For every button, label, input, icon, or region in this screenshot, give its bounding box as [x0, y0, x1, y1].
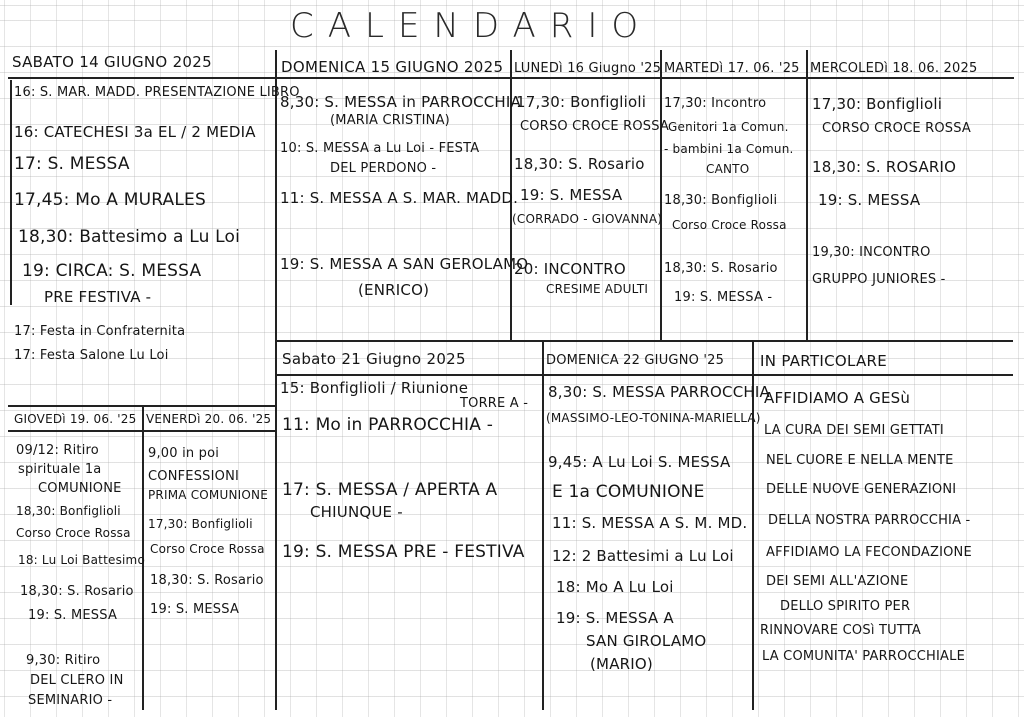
event: 17,30: Bonfiglioli	[812, 95, 943, 113]
day-header: DOMENICA 22 GIUGNO '25	[546, 353, 725, 368]
event: Corso Croce Rossa	[150, 542, 265, 556]
event: Corso Croce Rossa	[16, 526, 131, 540]
event: 17: Festa Salone Lu Loi	[14, 348, 169, 363]
event: 18,30: Bonfiglioli	[16, 504, 121, 518]
event: 17,30: Bonfiglioli	[148, 517, 253, 531]
divider	[10, 80, 12, 305]
event: 11: Mo in PARROCCHIA -	[282, 415, 494, 435]
note-line: NEL CUORE E NELLA MENTE	[766, 453, 954, 468]
divider	[275, 340, 1013, 342]
day-header: VENERDì 20. 06. '25	[146, 412, 272, 426]
event: 18,30: S. Rosario	[150, 573, 264, 588]
event: Corso Croce Rossa	[672, 218, 787, 232]
note-line: LA COMUNITA' PARROCCHIALE	[762, 649, 966, 664]
event: DEL CLERO IN	[30, 673, 124, 688]
event: (MARIO)	[590, 655, 653, 673]
day-header: Sabato 21 Giugno 2025	[282, 350, 466, 368]
event: 18,30: Battesimo a Lu Loi	[18, 227, 241, 247]
event: PRIMA COMUNIONE	[148, 488, 268, 502]
event: CHIUNQUE -	[310, 503, 403, 521]
divider	[275, 50, 277, 710]
event: CORSO CROCE ROSSA	[822, 121, 972, 136]
note-line: LA CURA DEI SEMI GETTATI	[764, 423, 944, 438]
event: 19: S. MESSA A	[556, 609, 674, 627]
event: (ENRICO)	[358, 281, 430, 299]
event: 18: Mo A Lu Loi	[556, 578, 674, 596]
event: DEL PERDONO -	[330, 161, 437, 176]
event: CANTO	[706, 162, 750, 176]
event: 17,30: Incontro	[664, 96, 767, 111]
event: 11: S. MESSA A S. MAR. MADD.	[280, 189, 519, 207]
note-line: AFFIDIAMO A GESù	[764, 389, 911, 407]
event: 19: S. MESSA PRE - FESTIVA	[282, 542, 525, 562]
event: 9,45: A Lu Loi S. MESSA	[548, 453, 731, 471]
event: 19: S. MESSA -	[674, 290, 773, 305]
event: 19: S. MESSA	[150, 602, 240, 617]
event: 18,30: Bonfiglioli	[664, 193, 778, 208]
event: SAN GIROLAMO	[586, 632, 707, 650]
day-header: GIOVEDì 19. 06. '25	[14, 412, 137, 426]
event: GRUPPO JUNIORES -	[812, 272, 946, 287]
event: 18,30: S. Rosario	[664, 261, 778, 276]
event: 19: S. MESSA	[520, 186, 623, 204]
event: 09/12: Ritiro	[16, 443, 99, 458]
event: 16: S. MAR. MADD. PRESENTAZIONE LIBRO	[14, 85, 300, 100]
event: 10: S. MESSA a Lu Loi - FESTA	[280, 141, 480, 156]
note-line: RINNOVARE COSì TUTTA	[760, 623, 921, 638]
divider	[542, 342, 544, 710]
event: 19: CIRCA: S. MESSA	[22, 261, 202, 281]
event: - bambini 1a Comun.	[664, 142, 794, 156]
event: 17: S. MESSA	[14, 154, 130, 174]
event: 18,30: S. Rosario	[514, 155, 645, 173]
event: PRE FESTIVA -	[44, 288, 152, 306]
event: SEMINARIO -	[28, 693, 113, 708]
notes-header: IN PARTICOLARE	[760, 352, 888, 370]
event: E 1a COMUNIONE	[552, 482, 705, 502]
event: COMUNIONE	[38, 481, 122, 496]
event: 15: Bonfiglioli / Riunione	[280, 379, 469, 397]
event: 17: S. MESSA / APERTA A	[282, 480, 498, 500]
divider	[275, 374, 1013, 376]
event: 18,30: S. ROSARIO	[812, 158, 957, 176]
day-header: DOMENICA 15 GIUGNO 2025	[281, 58, 504, 76]
event: 17,30: Bonfiglioli	[516, 93, 647, 111]
event: 18,30: S. Rosario	[20, 584, 134, 599]
event: 19,30: INCONTRO	[812, 245, 931, 260]
day-header: SABATO 14 GIUGNO 2025	[12, 53, 212, 71]
event: 9,30: Ritiro	[26, 653, 101, 668]
event: 19: S. MESSA	[28, 608, 118, 623]
note-line: DEI SEMI ALL'AZIONE	[766, 574, 909, 589]
day-header: LUNEDì 16 Giugno '25	[514, 61, 662, 76]
day-header: MARTEDì 17. 06. '25	[664, 61, 800, 76]
event: 12: 2 Battesimi a Lu Loi	[552, 547, 734, 565]
event: (MASSIMO-LEO-TONINA-MARIELLA)	[546, 411, 761, 425]
divider	[806, 50, 808, 340]
event: spirituale 1a	[18, 462, 102, 477]
event: TORRE A -	[460, 396, 529, 411]
note-line: DELLE NUOVE GENERAZIONI	[766, 482, 957, 497]
event: CRESIME ADULTI	[546, 282, 649, 296]
event: (MARIA CRISTINA)	[330, 113, 450, 128]
event: 17: Festa in Confraternita	[14, 324, 186, 339]
note-line: DELLO SPIRITO PER	[780, 599, 911, 614]
event: CONFESSIONI	[148, 469, 240, 484]
event: 8,30: S. MESSA in PARROCCHIA	[280, 93, 522, 111]
event: 20: INCONTRO	[514, 260, 626, 278]
event: 11: S. MESSA A S. M. MD.	[552, 514, 748, 532]
page-title: CALENDARIO	[290, 6, 653, 46]
event: 17,45: Mo A MURALES	[14, 190, 206, 210]
divider	[660, 50, 662, 340]
event: 16: CATECHESI 3a EL / 2 MEDIA	[14, 123, 256, 141]
event: Genitori 1a Comun.	[668, 120, 789, 134]
note-line: AFFIDIAMO LA FECONDAZIONE	[766, 545, 972, 560]
event: 19: S. MESSA A SAN GEROLAMO	[280, 255, 529, 273]
note-line: DELLA NOSTRA PARROCCHIA -	[768, 513, 971, 528]
event: 9,00 in poi	[148, 446, 220, 461]
event: CORSO CROCE ROSSA	[520, 119, 670, 134]
event: 8,30: S. MESSA PARROCCHIA	[548, 383, 770, 401]
event: (CORRADO - GIOVANNA)	[512, 212, 663, 226]
event: 18: Lu Loi Battesimo	[18, 553, 145, 567]
event: 19: S. MESSA	[818, 191, 921, 209]
day-header: MERCOLEDì 18. 06. 2025	[810, 61, 978, 76]
